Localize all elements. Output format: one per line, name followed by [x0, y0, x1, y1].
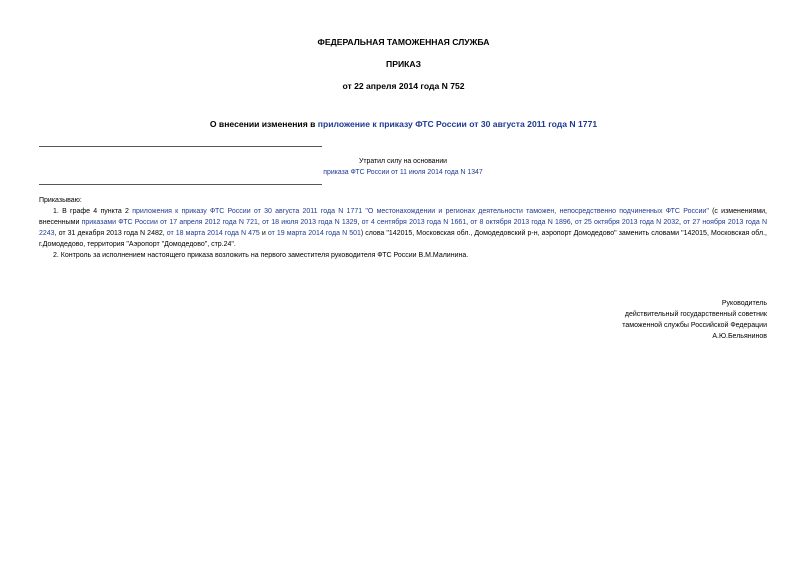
item1-link-2[interactable]: приказами ФТС России от 17 апреля 2012 года N 721 — [81, 219, 258, 226]
document-title — [0, 119, 807, 130]
item1-text-6: , — [570, 219, 575, 226]
divider-bottom — [39, 184, 322, 185]
body-intro: Приказываю: — [39, 197, 82, 204]
body-item-1 — [39, 206, 767, 250]
annotation-line — [39, 167, 767, 178]
item1-link-3[interactable]: от 18 июля 2013 года N 1329 — [262, 219, 358, 226]
title-prefix: О внесении изменения в — [209, 119, 318, 129]
annotation-text: Утратил силу на основании — [358, 158, 448, 165]
item1-text-1: 1. В графе 4 пункта 2 — [53, 208, 133, 215]
signer-name: А.Ю.Бельянинов — [712, 333, 767, 340]
annotation-link[interactable]: приказа ФТС России от 11 июля 2014 года N 1347 — [323, 169, 483, 176]
item1-text-9: и — [259, 230, 268, 237]
signer-rank-1: действительный государственный советник — [624, 311, 767, 318]
item1-text-5: , — [466, 219, 471, 226]
item1-text-8: , от 31 декабря 2013 года N 2482, — [54, 230, 167, 237]
item1-link-9[interactable]: от 19 марта 2014 года N 501 — [267, 230, 361, 237]
item1-text-4: , — [357, 219, 362, 226]
document-body — [39, 195, 767, 261]
signature-block — [622, 298, 767, 342]
body-item-2: 2. Контроль за исполнением настоящего приказа возложить на первого заместителя руководителя ФТС России В.М.Малинина. — [53, 252, 469, 259]
signer-rank-2: таможенной службы Российской Федерации — [622, 322, 767, 329]
item1-link-1[interactable]: приложения к приказу ФТС России от 30 августа 2011 года N 1771 "О местонахождении и регионах деятельности таможен, непосредственно подчиненных ФТС России" — [132, 208, 709, 215]
item1-link-6[interactable]: от 25 октября 2013 года N 2032 — [574, 219, 679, 226]
item1-text-7: , — [678, 219, 684, 226]
item1-link-5[interactable]: от 8 октября 2013 года N 1896 — [470, 219, 571, 226]
document-type: ПРИКАЗ — [386, 59, 421, 69]
title-link[interactable]: приложение к приказу ФТС России от 30 августа 2011 года N 1771 — [317, 119, 598, 129]
signer-position: Руководитель — [721, 300, 767, 307]
document-date: от 22 апреля 2014 года N 752 — [342, 81, 465, 91]
agency-name: ФЕДЕРАЛЬНАЯ ТАМОЖЕННАЯ СЛУЖБА — [317, 37, 490, 47]
item1-text-2: (с изменениями, внесенными — [39, 208, 767, 226]
item1-text-10: ) слова "142015, Московская обл., Домодедовский р-н, аэропорт Домодедово" заменить словами "142015, Московская обл., г.Домодедово, территория "Аэропорт "Домодедово", стр.24". — [39, 230, 767, 248]
item1-link-4[interactable]: от 4 сентября 2013 года N 1661 — [361, 219, 467, 226]
divider-top — [39, 146, 322, 147]
item1-text-3: , — [257, 219, 263, 226]
item1-link-8[interactable]: от 18 марта 2014 года N 475 — [166, 230, 260, 237]
item1-link-7[interactable]: от 27 ноября 2013 года N 2243 — [39, 219, 768, 237]
